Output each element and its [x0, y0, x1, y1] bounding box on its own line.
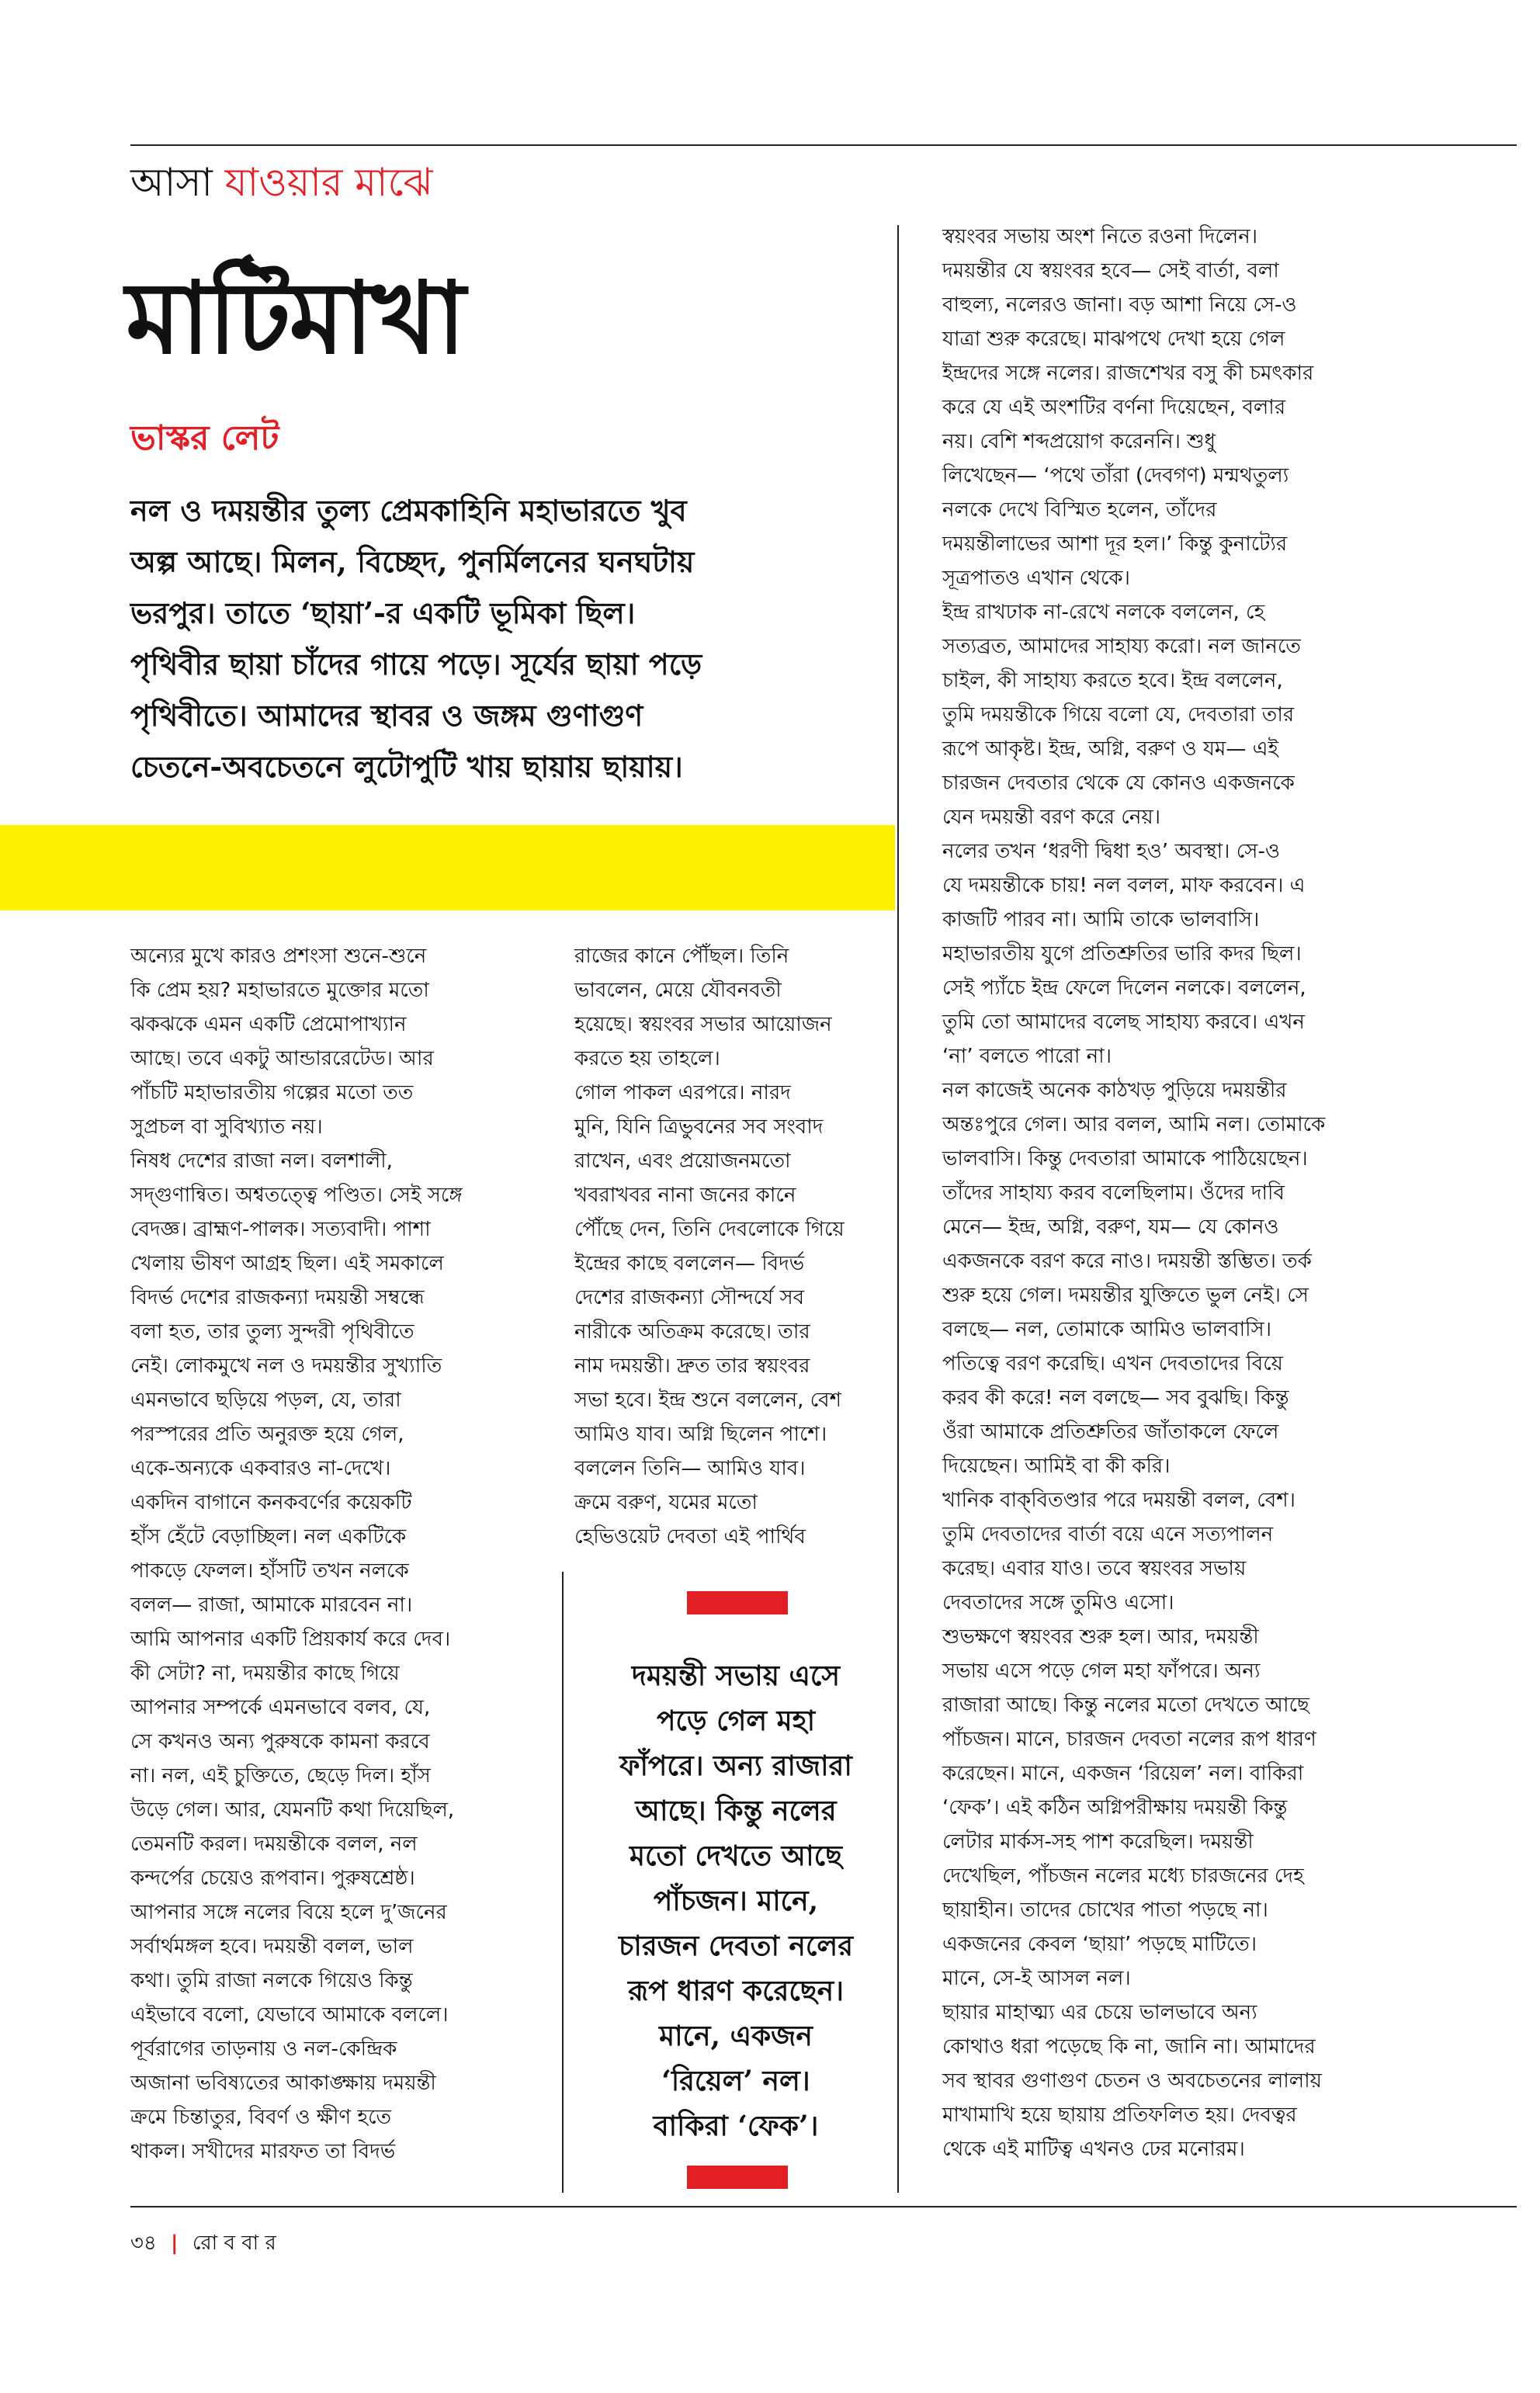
- text-line: শুরু হয়ে গেল। দময়ন্তীর যুক্তিতে ভুল নেই। সে: [942, 1284, 1309, 1307]
- body-column-2: [574, 939, 869, 1554]
- text-line: দেশের রাজকন্যা সৌন্দর্যে সব: [574, 1286, 805, 1309]
- text-line: বাকিরা ‘ফেক’।: [653, 2110, 819, 2142]
- text-line: দেখেছিল, পাঁচজন নলের মধ্যে চারজনের দেহ: [942, 1864, 1304, 1888]
- text-line: নয়। বেশি শব্দপ্রয়োগ করেননি। শুধু: [942, 430, 1216, 453]
- yellow-highlight-band: [0, 825, 895, 910]
- body-column-1: [130, 939, 550, 2169]
- text-line: রূপে আকৃষ্ট। ইন্দ্র, অগ্নি, বরুণ ও যম— এই: [942, 737, 1278, 761]
- text-line: ‘ফেক’। এই কঠিন অগ্নিপরীক্ষায় দময়ন্তী কিন্তু: [942, 1796, 1288, 1819]
- text-line: করে যে এই অংশটির বর্ণনা দিয়েছেন, বলার: [942, 396, 1286, 419]
- text-line: পাঁচজন। মানে,: [653, 1885, 819, 1917]
- text-line: সভায় এসে পড়ে গেল মহা ফাঁপরে। অন্য: [942, 1659, 1261, 1683]
- text-line: পৌঁছে দেন, তিনি দেবলোকে গিয়ে: [574, 1218, 845, 1241]
- text-line: মুনি, যিনি ত্রিভুবনের সব সংবাদ: [574, 1115, 824, 1139]
- author-byline: ভাস্কর লেট: [130, 418, 279, 458]
- text-line: স্বয়ংবর সভায় অংশ নিতে রওনা দিলেন।: [942, 225, 1258, 248]
- text-line: সত্যব্রত, আমাদের সাহায্য করো। নল জানতে: [942, 635, 1301, 658]
- text-line: পতিত্বে বরণ করেছি। এখন দেবতাদের বিয়ে: [942, 1352, 1283, 1375]
- pull-quote: [574, 1591, 897, 2197]
- text-line: করেছেন। মানে, একজন ‘রিয়েল’ নল। বাকিরা: [942, 1762, 1304, 1785]
- text-line: কি প্রেম হয়? মহাভারতে মুক্তোর মতো: [130, 979, 429, 1002]
- text-line: দময়ন্তীর যে স্বয়ংবর হবে— সেই বার্তা, বলা: [942, 259, 1279, 283]
- intro-line: পৃথিবীতে। আমাদের স্থাবর ও জঙ্গম গুণাগুণ: [130, 698, 643, 733]
- text-line: উড়ে গেল। আর, যেমনটি কথা দিয়েছিল,: [130, 1798, 455, 1822]
- text-line: ইন্দ্রের কাছে বললেন— বিদর্ভ: [574, 1252, 805, 1275]
- text-line: পড়ে গেল মহা: [656, 1705, 816, 1737]
- text-line: হেভিওয়েট দেবতা এই পার্থিব: [574, 1525, 806, 1549]
- text-line: নারীকে অতিক্রম করেছে। তার: [574, 1320, 810, 1344]
- text-line: একজনের কেবল ‘ছায়া’ পড়ছে মাটিতে।: [942, 1933, 1257, 1956]
- text-line: মতো দেখতে আছে: [630, 1840, 842, 1872]
- text-line: সব স্থাবর গুণাগুণ চেতন ও অবচেতনের লালায়: [942, 2069, 1322, 2093]
- text-line: চারজন দেবতার থেকে যে কোনও একজনকে: [942, 772, 1295, 795]
- text-line: খবরাখবর নানা জনের কানে: [574, 1184, 796, 1207]
- intro-line: নল ও দময়ন্তীর তুল্য প্রেমকাহিনি মহাভারতে খুব: [130, 493, 687, 528]
- text-line: নল কাজেই অনেক কাঠখড় পুড়িয়ে দময়ন্তীর: [942, 1079, 1287, 1102]
- text-line: সর্বার্থমঙ্গল হবে। দময়ন্তী বলল, ভাল: [130, 1935, 414, 1958]
- text-line: ওঁরা আমাকে প্রতিশ্রুতির জাঁতাকলে ফেলে: [942, 1420, 1279, 1444]
- text-line: চারজন দেবতা নলের: [618, 1930, 854, 1962]
- text-line: দিয়েছেন। আমিই বা কী করি।: [942, 1455, 1171, 1478]
- text-line: খানিক বাক্‌বিতণ্ডার পরে দময়ন্তী বলল, বেশ।: [942, 1489, 1295, 1512]
- text-line: আপনার সঙ্গে নলের বিয়ে হলে দু’জনের: [130, 1901, 447, 1924]
- text-line: থাকল। সখীদের মারফত তা বিদর্ভ: [130, 2140, 396, 2163]
- pull-quote-bottom-bar: [687, 2166, 788, 2189]
- text-line: নেই। লোকমুখে নল ও দময়ন্তীর সুখ্যাতি: [130, 1354, 442, 1378]
- text-line: করতে হয় তাহলে।: [574, 1047, 720, 1070]
- text-line: নিষধ দেশের রাজা নল। বলশালী,: [130, 1150, 393, 1173]
- article-headline: মাটিমাখা: [126, 260, 464, 376]
- text-line: রূপ ধারণ করেছেন।: [627, 1975, 844, 2007]
- text-line: থেকে এই মাটিত্ব এখনও ঢের মনোরম।: [942, 2138, 1245, 2161]
- text-line: বলা হত, তার তুল্য সুন্দরী পৃথিবীতে: [130, 1320, 414, 1344]
- page-number: ৩৪: [130, 2232, 157, 2255]
- pull-quote-right-rule: [897, 1572, 899, 2193]
- text-line: দেবতাদের সঙ্গে তুমিও এসো।: [942, 1591, 1174, 1614]
- text-line: হয়েছে। স্বয়ংবর সভার আয়োজন: [574, 1013, 832, 1036]
- text-line: গোল পাকল এরপরে। নারদ: [574, 1081, 791, 1105]
- text-line: অজানা ভবিষ্যতের আকাঙ্ক্ষায় দময়ন্তী: [130, 2072, 436, 2095]
- text-line: দময়ন্তী সভায় এসে: [631, 1659, 841, 1692]
- text-line: ভালবাসি। কিন্তু দেবতারা আমাকে পাঠিয়েছেন।: [942, 1147, 1308, 1170]
- text-line: আছে। কিন্তু নলের: [635, 1795, 837, 1827]
- text-line: আমিও যাব। অগ্নি ছিলেন পাশে।: [574, 1423, 827, 1446]
- text-line: শুভক্ষণে স্বয়ংবর শুরু হল। আর, দময়ন্তী: [942, 1625, 1259, 1649]
- page-folio: [130, 2228, 276, 2259]
- text-line: তাঁদের সাহায্য করব বলেছিলাম। ওঁদের দাবি: [942, 1181, 1285, 1205]
- text-line: করব কী করে! নল বলছে— সব বুঝছি। কিন্তু: [942, 1386, 1289, 1410]
- text-line: ‘রিয়েল’ নল।: [661, 2065, 810, 2097]
- top-rule: [130, 144, 1517, 146]
- text-line: মহাভারতীয় যুগে প্রতিশ্রুতির ভারি কদর ছিল।: [942, 942, 1302, 966]
- text-line: যেন দময়ন্তী বরণ করে নেয়।: [942, 806, 1160, 829]
- text-line: ছায়ার মাহাত্ম্য এর চেয়ে ভালভাবে অন্য: [942, 2001, 1257, 2024]
- text-line: রাজের কানে পৌঁছল। তিনি: [574, 945, 789, 968]
- text-line: নাম দময়ন্তী। দ্রুত তার স্বয়ংবর: [574, 1354, 810, 1378]
- magazine-name: রো ব বা র: [192, 2232, 276, 2255]
- text-line: পূর্বরাগের তাড়নায় ও নল-কেন্দ্রিক: [130, 2038, 397, 2061]
- text-line: বলছে— নল, তোমাকে আমিও ভালবাসি।: [942, 1318, 1272, 1341]
- kicker-part-black: আসা: [130, 160, 213, 205]
- text-line: মানে, সে-ই আসল নল।: [942, 1967, 1131, 1990]
- intro-line: ভরপুর। তাতে ‘ছায়া’-র একটি ভূমিকা ছিল।: [130, 595, 636, 630]
- text-line: সেই প্যাঁচে ইন্দ্র ফেলে দিলেন নলকে। বললেন,: [942, 976, 1306, 1000]
- text-line: ছায়াহীন। তাদের চোখের পাতা পড়ছে না।: [942, 1899, 1268, 1922]
- text-line: আপনার সম্পর্কে এমনভাবে বলব, যে,: [130, 1696, 431, 1719]
- text-line: ‘না’ বলতে পারো না।: [942, 1045, 1112, 1068]
- text-line: লেটার মার্কস-সহ পাশ করেছিল। দময়ন্তী: [942, 1830, 1254, 1854]
- text-line: রাজারা আছে। কিন্তু নলের মতো দেখতে আছে: [942, 1694, 1309, 1717]
- intro-line: পৃথিবীর ছায়া চাঁদের গায়ে পড়ে। সূর্যের ছায়া পড়ে: [130, 647, 702, 681]
- text-line: সভা হবে। ইন্দ্র শুনে বললেন, বেশ: [574, 1389, 842, 1412]
- text-line: না। নল, এই চুক্তিতে, ছেড়ে দিল। হাঁস: [130, 1764, 431, 1788]
- text-line: বেদজ্ঞ। ব্রাহ্মণ-পালক। সত্যবাদী। পাশা: [130, 1218, 431, 1241]
- text-line: খেলায় ভীষণ আগ্রহ ছিল। এই সমকালে: [130, 1252, 444, 1275]
- text-line: বলল— রাজা, আমাকে মারবেন না।: [130, 1594, 413, 1617]
- text-line: আমি আপনার একটি প্রিয়কার্য করে দেব।: [130, 1628, 451, 1651]
- text-line: মেনে— ইন্দ্র, অগ্নি, বরুণ, যম— যে কোনও: [942, 1216, 1279, 1239]
- text-line: ক্রমে চিন্তাতুর, বিবর্ণ ও ক্ষীণ হতে: [130, 2106, 392, 2129]
- text-line: সদ্গুণান্বিত। অশ্বতত্ত্বে পণ্ডিত। সেই সঙ্গে: [130, 1184, 463, 1207]
- text-line: মানে, একজন: [659, 2020, 813, 2052]
- text-line: চাইল, কী সাহায্য করতে হবে। ইন্দ্র বললেন,: [942, 669, 1283, 692]
- folio-separator: |: [171, 2232, 179, 2255]
- text-line: এইভাবে বলো, যেভাবে আমাকে বললে।: [130, 2003, 449, 2027]
- text-line: কথা। তুমি রাজা নলকে গিয়েও কিন্তু: [130, 1969, 413, 1992]
- text-line: তুমি তো আমাদের বলেছ সাহায্য করবে। এখন: [942, 1011, 1305, 1034]
- text-line: ফাঁপরে। অন্য রাজারা: [619, 1750, 852, 1782]
- text-line: ঝকঝকে এমন একটি প্রেমোপাখ্যান: [130, 1013, 407, 1036]
- text-line: বললেন তিনি— আমিও যাব।: [574, 1457, 806, 1480]
- text-line: তেমনটি করল। দময়ন্তীকে বলল, নল: [130, 1833, 418, 1856]
- text-line: ইন্দ্র রাখঢাক না-রেখে নলকে বললেন, হে: [942, 601, 1265, 624]
- text-line: আছে। তবে একটু আন্ডাররেটেড। আর: [130, 1047, 434, 1070]
- intro-line: চেতনে-অবচেতনে লুটোপুটি খায় ছায়ায় ছায়ায়।: [130, 749, 683, 784]
- text-line: সূত্রপাতও এখান থেকে।: [942, 567, 1130, 590]
- text-line: একদিন বাগানে কনকবর্ণের কয়েকটি: [130, 1491, 412, 1514]
- text-line: একে-অন্যকে একবারও না-দেখে।: [130, 1457, 391, 1480]
- text-line: দময়ন্তীলাভের আশা দূর হল।’ কিন্তু কুনাট্যের: [942, 532, 1288, 556]
- text-line: বিদর্ভ দেশের রাজকন্যা দময়ন্তী সম্বন্ধে: [130, 1286, 425, 1309]
- text-line: নলকে দেখে বিস্মিত হলেন, তাঁদের: [942, 498, 1217, 522]
- text-line: এমনভাবে ছড়িয়ে পড়ল, যে, তারা: [130, 1389, 401, 1412]
- text-line: পাকড়ে ফেলল। হাঁসটি তখন নলকে: [130, 1559, 409, 1583]
- column-divider: [897, 225, 899, 1572]
- text-line: সে কখনও অন্য পুরুষকে কামনা করবে: [130, 1730, 430, 1753]
- text-line: সুপ্রচল বা সুবিখ্যাত নয়।: [130, 1115, 323, 1139]
- intro-paragraph: [130, 485, 907, 792]
- text-line: পরস্পরের প্রতি অনুরক্ত হয়ে গেল,: [130, 1423, 404, 1446]
- text-line: যে দময়ন্তীকে চায়! নল বলল, মাফ করবেন। এ: [942, 874, 1306, 897]
- text-line: লিখেছেন— ‘পথে তাঁরা (দেবগণ) মন্মথতুল্য: [942, 464, 1289, 487]
- text-line: ক্রমে বরুণ, যমের মতো: [574, 1491, 758, 1514]
- text-line: একজনকে বরণ করে নাও। দময়ন্তী স্তম্ভিত। তর্ক: [942, 1250, 1312, 1273]
- pull-quote-top-bar: [687, 1591, 788, 1614]
- bottom-rule: [130, 2206, 1517, 2207]
- text-line: অন্তঃপুরে গেল। আর বলল, আমি নল। তোমাকে: [942, 1113, 1326, 1136]
- text-line: ইন্দ্রদের সঙ্গে নলের। রাজশেখর বসু কী চমৎকার: [942, 362, 1314, 385]
- text-line: কন্দর্পের চেয়েও রূপবান। পুরুষশ্রেষ্ঠ।: [130, 1867, 415, 1890]
- text-line: করেছ। এবার যাও। তবে স্বয়ংবর সভায়: [942, 1557, 1247, 1580]
- text-line: পাঁচজন। মানে, চারজন দেবতা নলের রূপ ধারণ: [942, 1728, 1316, 1751]
- body-column-3: [942, 220, 1470, 2166]
- text-line: অন্যের মুখে কারও প্রশংসা শুনে-শুনে: [130, 945, 427, 968]
- text-line: পাঁচটি মহাভারতীয় গল্পের মতো তত: [130, 1081, 414, 1105]
- text-line: বাহুল্য, নলেরও জানা। বড় আশা নিয়ে সে-ও: [942, 293, 1297, 317]
- text-line: ভাবলেন, মেয়ে যৌবনবতী: [574, 979, 782, 1002]
- text-line: কী সেটা? না, দময়ন্তীর কাছে গিয়ে: [130, 1662, 400, 1685]
- text-line: রাখেন, এবং প্রয়োজনমতো: [574, 1150, 791, 1173]
- section-kicker: [130, 155, 432, 210]
- text-line: যাত্রা শুরু করেছে। মাঝপথে দেখা হয়ে গেল: [942, 328, 1285, 351]
- intro-line: অল্প আছে। মিলন, বিচ্ছেদ, পুনর্মিলনের ঘনঘটায়: [130, 544, 695, 579]
- pull-quote-left-rule: [562, 1572, 564, 2193]
- text-line: নলের তখন ‘ধরণী দ্বিধা হও’ অবস্থা। সে-ও: [942, 840, 1280, 863]
- text-line: কোথাও ধরা পড়েছে কি না, জানি না। আমাদের: [942, 2035, 1316, 2058]
- pull-quote-text: [574, 1653, 897, 2148]
- kicker-part-red: যাওয়ার মাঝে: [224, 160, 433, 205]
- text-line: তুমি দময়ন্তীকে গিয়ে বলো যে, দেবতারা তার: [942, 703, 1295, 727]
- text-line: কাজটি পারব না। আমি তাকে ভালবাসি।: [942, 908, 1260, 931]
- text-line: তুমি দেবতাদের বার্তা বয়ে এনে সত্যপালন: [942, 1523, 1274, 1546]
- text-line: মাখামাখি হয়ে ছায়ায় প্রতিফলিত হয়। দেবত্বর: [942, 2103, 1297, 2127]
- text-line: হাঁস হেঁটে বেড়াচ্ছিল। নল একটিকে: [130, 1525, 407, 1549]
